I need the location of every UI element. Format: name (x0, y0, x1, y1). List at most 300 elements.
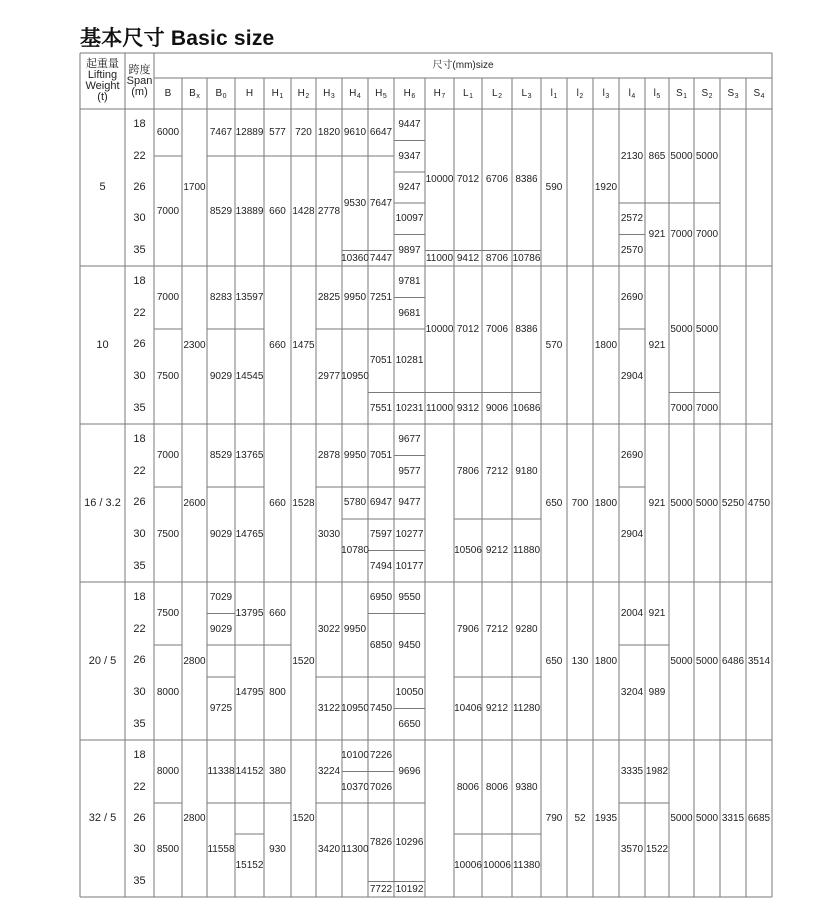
size-value: 5780 (343, 497, 367, 509)
column-header-letter: B (189, 88, 196, 99)
column-header-letter: l (550, 88, 553, 99)
span-value: 22 (133, 464, 146, 477)
size-value: 11338 (207, 765, 235, 777)
size-value: 7006 (485, 323, 509, 335)
size-value: 3420 (317, 844, 341, 856)
column-header (368, 78, 394, 109)
size-value: 7000 (695, 402, 719, 414)
size-value: 6647 (369, 127, 393, 139)
size-value: 6850 (369, 639, 393, 651)
column-header-subscript: 1 (683, 93, 688, 100)
size-value: 9577 (398, 465, 421, 477)
size-value: 8386 (515, 174, 538, 186)
size-value: 10686 (512, 402, 541, 414)
size-value: 6000 (156, 127, 180, 139)
column-header-subscript: 3 (734, 93, 739, 100)
size-value: 7500 (156, 529, 180, 541)
column-header (694, 78, 720, 109)
size-value: 7551 (369, 402, 393, 414)
page-title: 基本尺寸 Basic size (80, 27, 275, 50)
size-value: 921 (648, 497, 666, 509)
size-value: 9677 (398, 434, 421, 446)
span-header: 跨度 Span (m) (126, 63, 153, 98)
size-value: 2977 (317, 371, 341, 383)
size-value: 7000 (695, 229, 719, 241)
size-value: 10177 (395, 560, 424, 572)
size-value: 1475 (292, 339, 315, 351)
size-value: 3315 (721, 813, 745, 824)
size-value: 9212 (485, 544, 509, 556)
size-value: 10097 (395, 213, 424, 225)
size-value: 2572 (620, 213, 644, 225)
size-value: 7212 (485, 623, 509, 635)
size-value (207, 645, 235, 677)
span-value: 26 (133, 180, 146, 193)
column-header-subscript: 2 (498, 93, 502, 100)
lifting-weight-value: 5 (99, 181, 106, 193)
size-value: 660 (269, 497, 286, 509)
size-value (720, 266, 746, 424)
column-header-letter: H (271, 88, 279, 99)
size-value: 7500 (156, 608, 180, 620)
size-value: 11000 (425, 402, 454, 414)
size-value: 2904 (620, 529, 644, 541)
size-value: 7029 (209, 592, 233, 604)
size-value: 790 (545, 813, 563, 824)
size-value: 380 (269, 765, 286, 777)
size-value: 7012 (456, 174, 480, 186)
size-value: 6486 (721, 655, 745, 667)
column-header-subscript: 1 (279, 93, 284, 100)
lifting-weight-value: 32 / 5 (88, 812, 117, 824)
size-value: 5000 (695, 323, 719, 335)
column-header-subscript: 2 (579, 93, 584, 100)
span-value: 35 (133, 559, 146, 572)
size-value: 13889 (235, 205, 264, 217)
size-value: 9696 (398, 765, 421, 777)
size-value: 9312 (456, 402, 480, 414)
size-value: 10000 (425, 174, 454, 186)
size-value: 577 (269, 127, 286, 139)
size-value (746, 266, 772, 424)
size-value: 3570 (620, 844, 644, 856)
column-header-subscript: 5 (382, 93, 387, 100)
column-header-subscript: 7 (441, 93, 446, 100)
column-header-letter: S (701, 88, 709, 99)
size-value (425, 740, 454, 897)
span-value: 30 (133, 686, 146, 699)
size-value: 5250 (721, 497, 745, 509)
column-header-subscript: 4 (356, 93, 361, 100)
size-value: 10370 (341, 781, 369, 793)
size-value: 52 (574, 813, 586, 824)
column-header-subscript: 0 (222, 93, 227, 100)
size-value: 7051 (369, 355, 393, 367)
span-value: 35 (133, 874, 146, 887)
column-header (264, 78, 291, 109)
size-value: 921 (648, 229, 666, 241)
column-header-letter: S (753, 88, 761, 99)
size-value: 10000 (425, 323, 454, 335)
span-value: 22 (133, 306, 146, 319)
size-value: 2300 (183, 339, 206, 351)
size-value: 7000 (156, 450, 180, 462)
size-value: 2778 (317, 205, 341, 217)
column-header-letter: B (164, 88, 172, 99)
size-value: 13765 (235, 450, 264, 462)
size-value: 5000 (670, 323, 693, 335)
span-value: 35 (133, 401, 146, 414)
column-header (291, 78, 316, 109)
size-value: 7447 (369, 252, 393, 264)
size-value: 2825 (317, 292, 341, 304)
size-value: 1428 (292, 205, 315, 217)
size-value: 7450 (369, 702, 393, 714)
column-header-letter: l (628, 88, 631, 99)
size-value: 700 (571, 497, 589, 509)
size-value: 921 (648, 608, 666, 620)
size-value (746, 109, 772, 266)
column-header-letter: L (463, 88, 469, 99)
size-value: 9212 (485, 702, 509, 714)
size-value: 6685 (747, 813, 771, 824)
size-value: 5000 (695, 813, 719, 824)
size-value: 3335 (620, 765, 644, 777)
size-value: 660 (269, 339, 286, 351)
size-value: 3224 (317, 765, 341, 777)
column-header-subscript: 5 (656, 93, 661, 100)
size-value (425, 424, 454, 582)
column-header (454, 78, 482, 109)
size-value: 7494 (369, 560, 393, 572)
column-header-letter: H (349, 88, 357, 99)
size-value: 650 (545, 655, 563, 667)
size-value: 9347 (398, 150, 421, 162)
span-value: 30 (133, 843, 146, 856)
size-value: 3514 (747, 655, 771, 667)
size-value: 10950 (341, 702, 369, 714)
size-value: 7251 (369, 292, 393, 304)
column-header-letter: H (433, 88, 441, 99)
size-value: 9029 (209, 529, 233, 541)
size-value: 6950 (369, 592, 393, 604)
span-value: 22 (133, 622, 146, 635)
column-header (669, 78, 694, 109)
size-value: 8529 (209, 205, 233, 217)
size-value: 10780 (341, 544, 369, 556)
size-value: 10277 (395, 529, 424, 541)
size-value: 570 (545, 339, 563, 351)
size-value: 10950 (341, 371, 369, 383)
column-header (645, 78, 669, 109)
size-value: 9450 (398, 639, 421, 651)
column-header-subscript: 4 (760, 93, 765, 100)
span-value: 26 (133, 496, 146, 509)
size-value: 9412 (456, 252, 480, 264)
column-header (425, 78, 454, 109)
size-value: 2004 (620, 608, 644, 620)
size-value: 720 (295, 127, 312, 139)
column-header (567, 78, 593, 109)
size-value: 800 (269, 687, 286, 699)
size-value: 13597 (235, 292, 264, 304)
size-value: 2878 (317, 450, 341, 462)
size-value: 9950 (343, 450, 367, 462)
column-header (541, 78, 567, 109)
size-value: 9029 (209, 371, 233, 383)
size-value: 660 (269, 608, 286, 620)
size-value: 2690 (620, 450, 644, 462)
column-header (207, 78, 235, 109)
column-header-subscript: x (196, 93, 200, 100)
size-value (720, 109, 746, 266)
size-value (235, 803, 264, 834)
span-value: 26 (133, 338, 146, 351)
size-value: 1522 (645, 844, 669, 856)
span-value: 18 (133, 433, 146, 446)
size-value (567, 109, 593, 266)
size-value: 7000 (670, 229, 693, 241)
size-value: 8500 (156, 844, 180, 856)
span-value: 22 (133, 149, 146, 162)
size-value: 7226 (369, 750, 393, 762)
size-value: 7000 (156, 292, 180, 304)
size-value: 7467 (209, 127, 233, 139)
size-value: 13795 (235, 608, 264, 620)
size-value: 3022 (317, 623, 341, 635)
size-value: 3204 (620, 687, 644, 699)
size-value: 7026 (369, 781, 393, 793)
size-value: 14545 (235, 371, 264, 383)
size-value: 8706 (485, 252, 509, 264)
size-value: 10360 (341, 252, 369, 264)
column-header (619, 78, 645, 109)
size-value: 10100 (341, 750, 369, 762)
size-value: 1800 (594, 655, 618, 667)
size-value: 10231 (395, 402, 424, 414)
size-value: 650 (545, 497, 563, 509)
size-value: 15152 (235, 860, 264, 872)
size-value: 7906 (456, 623, 480, 635)
size-value: 3122 (317, 702, 341, 714)
span-value: 18 (133, 749, 146, 762)
size-value: 10786 (512, 252, 541, 264)
size-value: 5000 (670, 497, 693, 509)
size-value: 2570 (620, 244, 644, 256)
size-value: 5000 (695, 497, 719, 509)
column-header (746, 78, 772, 109)
size-value: 9477 (398, 497, 421, 509)
size-value: 11280 (512, 702, 541, 714)
column-header-subscript: 3 (605, 93, 610, 100)
size-value: 10006 (483, 860, 511, 872)
size-value: 2904 (620, 371, 644, 383)
column-header (342, 78, 368, 109)
span-value: 22 (133, 780, 146, 793)
size-value: 10006 (454, 860, 482, 872)
column-header-letter: H (375, 88, 383, 99)
size-value: 8283 (209, 292, 233, 304)
size-value: 11000 (425, 252, 454, 264)
column-header (512, 78, 541, 109)
size-value: 12889 (235, 127, 264, 139)
size-value: 8006 (485, 781, 509, 793)
size-value: 1800 (594, 497, 618, 509)
column-header-letter: L (521, 88, 528, 99)
column-header-subscript: 6 (411, 93, 416, 100)
size-value: 7012 (456, 323, 480, 335)
size-value: 10406 (454, 702, 482, 714)
size-value: 1700 (183, 182, 206, 193)
size-value: 9380 (515, 781, 538, 793)
column-header-letter: H (297, 88, 305, 99)
size-value: 8006 (456, 781, 480, 793)
size-value: 5000 (670, 150, 693, 162)
column-header-subscript: 4 (631, 93, 636, 100)
size-value: 7826 (369, 836, 393, 848)
size-value: 5000 (695, 150, 719, 162)
size-value: 9681 (398, 307, 421, 319)
span-value: 30 (133, 528, 146, 541)
size-value: 7597 (369, 529, 393, 541)
size-value: 8386 (515, 323, 538, 335)
size-value: 1520 (292, 813, 315, 824)
column-header-subscript: 2 (305, 93, 310, 100)
size-value: 8000 (156, 765, 180, 777)
span-value: 26 (133, 811, 146, 824)
size-value: 11380 (512, 860, 541, 872)
column-header-letter: l (602, 88, 605, 99)
size-value: 5000 (670, 655, 693, 667)
size-value: 9781 (398, 276, 421, 288)
size-value: 1800 (594, 339, 618, 351)
size-value: 9006 (485, 402, 509, 414)
column-header-subscript: 1 (553, 93, 558, 100)
size-value: 9029 (209, 623, 233, 635)
size-value: 1920 (594, 182, 618, 193)
size-value: 9530 (343, 197, 367, 209)
size-value: 10192 (395, 883, 424, 895)
size-value: 9725 (209, 702, 233, 714)
size-value: 9247 (398, 181, 421, 193)
size-value: 11558 (207, 844, 235, 856)
size-value: 9447 (398, 119, 421, 131)
size-value: 660 (269, 205, 286, 217)
span-value: 18 (133, 591, 146, 604)
size-value: 2600 (183, 497, 206, 509)
size-value: 8529 (209, 450, 233, 462)
size-value: 7212 (485, 465, 509, 477)
span-value: 35 (133, 243, 146, 256)
size-value: 130 (571, 655, 589, 667)
column-header (154, 78, 182, 109)
column-header-letter: l (576, 88, 579, 99)
size-value: 3030 (317, 529, 341, 541)
size-value: 9610 (343, 127, 367, 139)
lifting-weight-value: 16 / 3.2 (84, 496, 121, 509)
size-value: 7000 (670, 402, 693, 414)
size-value: 930 (269, 844, 286, 856)
lifting-weight-header: 起重量 Lifting Weight (t) (85, 58, 120, 103)
column-header-letter: H (323, 88, 331, 99)
size-value: 9950 (343, 623, 367, 635)
column-header (316, 78, 342, 109)
column-header (482, 78, 512, 109)
size-value: 14152 (235, 765, 264, 777)
column-header-letter: H (403, 88, 411, 99)
size-value: 2800 (183, 655, 206, 667)
column-header (394, 78, 425, 109)
size-value: 1520 (292, 655, 315, 667)
size-value: 5000 (670, 813, 693, 824)
size-value: 2130 (620, 150, 644, 162)
size-value: 1935 (594, 813, 618, 824)
span-value: 18 (133, 275, 146, 288)
size-value: 11880 (512, 544, 541, 556)
size-value: 7806 (456, 465, 480, 477)
size-value: 11300 (341, 844, 369, 856)
size-value: 10050 (395, 687, 424, 699)
size-value: 8000 (156, 687, 180, 699)
size-value: 1982 (645, 765, 669, 777)
size-header: 尺寸(mm)size (432, 60, 494, 71)
column-header (720, 78, 746, 109)
column-header-letter: L (492, 88, 498, 99)
column-header-letter: H (245, 88, 254, 99)
span-value: 30 (133, 370, 146, 383)
size-value: 9550 (398, 592, 421, 604)
lifting-weight-value: 20 / 5 (88, 654, 117, 667)
size-value: 6706 (485, 174, 509, 186)
size-value: 9950 (343, 292, 367, 304)
span-value: 35 (133, 717, 146, 730)
column-header-letter: l (653, 88, 656, 99)
span-value: 18 (133, 118, 146, 131)
size-value: 921 (648, 339, 666, 351)
size-value: 9897 (398, 244, 421, 256)
column-header-subscript: 2 (708, 93, 713, 100)
size-value: 9180 (515, 465, 538, 477)
size-value: 1820 (317, 127, 341, 139)
span-value: 30 (133, 212, 146, 225)
size-value: 14765 (235, 529, 264, 541)
size-value: 10281 (395, 355, 424, 367)
size-value: 10296 (395, 836, 424, 848)
size-value: 1528 (292, 497, 315, 509)
size-value: 2690 (620, 292, 644, 304)
lifting-weight-value: 10 (96, 338, 109, 351)
column-header (182, 78, 207, 109)
column-header-letter: S (675, 88, 683, 99)
size-value: 590 (545, 182, 563, 193)
column-header-subscript: 1 (469, 93, 473, 100)
size-value: 2800 (183, 813, 206, 824)
size-value: 14795 (235, 687, 264, 699)
size-value: 6650 (398, 718, 421, 730)
size-value: 7500 (156, 371, 180, 383)
size-value: 9280 (515, 623, 538, 635)
size-value: 7051 (369, 450, 393, 462)
column-header (235, 78, 264, 109)
size-value: 7647 (369, 197, 393, 209)
column-header-subscript: 3 (527, 93, 532, 100)
column-header-letter: B (215, 88, 223, 99)
column-header (593, 78, 619, 109)
size-value: 865 (648, 150, 666, 162)
size-value: 4750 (747, 497, 771, 509)
size-value: 7000 (156, 205, 180, 217)
span-value: 26 (133, 654, 146, 667)
